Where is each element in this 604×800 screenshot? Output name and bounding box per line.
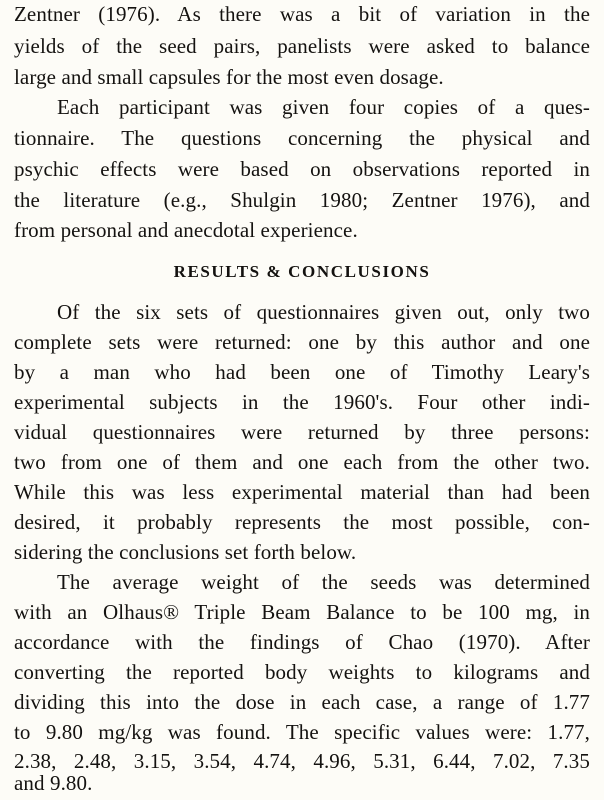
text-line: large and small capsules for the most even dosage. <box>14 65 444 89</box>
text-line: dividing this into the dose in each case, a range of 1.77 <box>14 690 590 714</box>
text-line: experimental subjects in the 1960's. Four other indi- <box>14 390 590 414</box>
text-line: yields of the seed pairs, panelists were asked to balance <box>14 34 590 58</box>
text-line: with an Olhaus® Triple Beam Balance to be 100 mg, in <box>14 600 590 624</box>
text-line: two from one of them and one each from the other two. <box>14 450 590 474</box>
section-heading: RESULTS & CONCLUSIONS <box>173 262 431 281</box>
text-line: sidering the conclusions set forth below. <box>14 540 357 564</box>
text-line: While this was less experimental material than had been <box>14 480 590 504</box>
text-line: Each participant was given four copies of a ques- <box>57 95 590 119</box>
text-line: Of the six sets of questionnaires given out, only two <box>57 300 590 324</box>
text-line: the literature (e.g., Shulgin 1980; Zentner 1976), and <box>14 188 590 212</box>
text-line: by a man who had been one of Timothy Leary's <box>14 360 590 384</box>
text-line: vidual questionnaires were returned by three persons: <box>14 420 590 444</box>
text-line: complete sets were returned: one by this author and one <box>14 330 590 354</box>
text-line: The average weight of the seeds was determined <box>57 570 590 594</box>
text-line: tionnaire. The questions concerning the physical and <box>14 126 590 150</box>
text-line: converting the reported body weights to kilograms and <box>14 660 590 684</box>
text-line: from personal and anecdotal experience. <box>14 218 358 242</box>
text-line: accordance with the findings of Chao (1970). After <box>14 630 590 654</box>
text-line: 2.38, 2.48, 3.15, 3.54, 4.74, 4.96, 5.31, 6.44, 7.02, 7.35 <box>14 749 590 773</box>
text-line: to 9.80 mg/kg was found. The specific values were: 1.77, <box>14 720 590 744</box>
text-line: psychic effects were based on observations reported in <box>14 157 590 181</box>
text-line: and 9.80. <box>14 771 93 795</box>
text-line: Zentner (1976). As there was a bit of variation in the <box>14 2 590 26</box>
text-line: desired, it probably represents the most possible, con- <box>14 510 590 534</box>
